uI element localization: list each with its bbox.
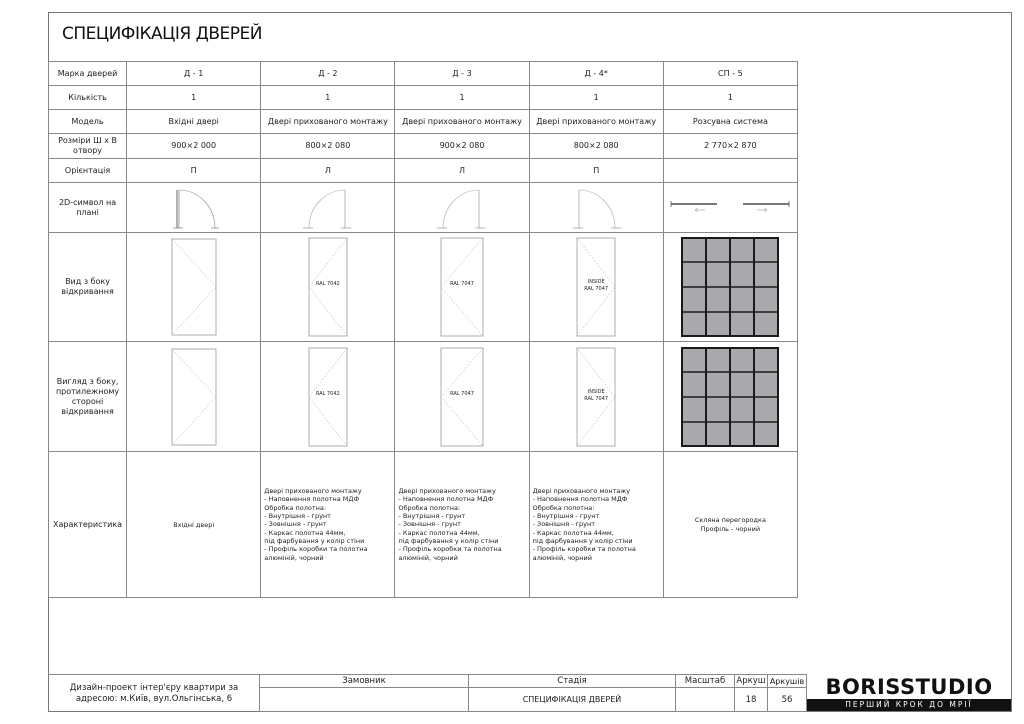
glass-partition-icon [681,237,779,337]
elevation-opposite-d4 [529,342,663,452]
charac-line: - Наповнення полотна МДФ [398,495,494,504]
logo-slogan: ПЕРШИЙ КРОК ДО МРІЇ [807,699,1011,711]
charac-line: Обробка полотна: [532,503,595,512]
plan-symbol-d4 [529,183,663,233]
plan-symbol-d3 [395,183,529,233]
charac-line: Двері прихованого монтажу [532,487,631,496]
studio-logo [807,675,1011,711]
charac-line: - Зовнішня - грунт [264,520,327,529]
charac-line: - Зовнішня - грунт [398,520,461,529]
charac-line: алюміній, чорний [532,553,592,562]
sheet-number: 18 [734,687,768,712]
count-cell: 1 [395,86,529,110]
elevation-open-d2 [261,233,395,342]
plan-symbol-d1 [127,183,261,233]
model-cell: Двері прихованого монтажу [261,110,395,134]
charac-line: під фарбування у колір стіни [398,536,499,545]
charac-line: - Профіль коробки та полотна [532,545,636,554]
sliding-door-icon [667,193,793,223]
door-color-label: RAL 7047 [450,281,474,287]
stage-value: СПЕЦИФІКАЦІЯ ДВЕРЕЙ [468,687,676,712]
charac-line: Двері прихованого монтажу [398,487,496,496]
elevation-opposite-d1 [127,342,261,452]
sheets-total: 56 [767,687,807,712]
orient-cell: П [529,159,663,183]
row-header-view-open: Вид з боку відкривання [49,233,127,342]
charac-cell [127,452,261,598]
charac-cell [261,452,395,598]
plan-symbol-d2 [261,183,395,233]
charac-line: - Профіль коробки та полотна [264,545,368,554]
elevation-opposite-d3 [395,342,529,452]
charac-line: - Внутрішня - грунт [532,512,600,521]
door-elevation-icon [440,347,484,447]
row-header-model: Модель [49,110,127,134]
size-cell: 800×2 080 [261,134,395,159]
door-swing-right-icon [159,186,229,230]
elevation-open-sp5 [663,233,797,342]
charac-line: алюміній, чорний [398,553,458,562]
door-color-label: RAL 7042 [315,390,340,397]
charac-line: під фарбування у колір стіни [532,536,633,545]
row-charac [49,452,798,598]
door-elevation-icon [308,237,348,337]
charac-line: - Внутрішня - грунт [264,512,331,521]
charac-line: - Зовнішня - грунт [532,520,596,529]
charac-line: Обробка полотна: [398,503,461,512]
door-elevation-icon [169,347,219,447]
charac-line: - Наповнення полотна МДФ [264,495,360,504]
door-elevation-icon [308,347,348,447]
row-orient [49,159,798,183]
charac-line: алюміній, чорний [264,553,324,562]
elevation-open-d1 [127,233,261,342]
charac-line: Обробка полотна: [264,503,327,512]
charac-line: Двері прихованого монтажу [264,487,362,496]
charac-line: - Наповнення полотна МДФ [532,495,628,504]
charac-line: - Профіль коробки та полотна [398,545,502,554]
sheets-label: Аркушів [767,674,807,688]
row-count [49,86,798,110]
scale-label: Масштаб [675,674,735,688]
mark-cell: СП - 5 [663,62,797,86]
row-mark [49,62,798,86]
row-view-opposite [49,342,798,452]
mark-cell: Д - 2 [261,62,395,86]
row-header-count: Кількість [49,86,127,110]
door-spec-table [48,61,798,598]
logo-name: BORISSTUDIO [825,675,993,699]
mark-cell: Д - 3 [395,62,529,86]
charac-cell [529,452,663,598]
model-cell: Двері прихованого монтажу [529,110,663,134]
charac-line: під фарбування у колір стіни [264,536,365,545]
row-model [49,110,798,134]
charac-line: - Внутрішня - грунт [398,512,466,521]
charac-line: Профіль - чорний [700,524,761,533]
door-swing-left-icon [427,186,497,230]
charac-line: - Каркас полотна 44мм, [398,528,480,537]
row-size [49,134,798,159]
door-elevation-icon [440,237,484,337]
row-header-symbol: 2D-символ на плані [49,183,127,233]
model-cell: Розсувна система [663,110,797,134]
sheet-label: Аркуш [734,674,768,688]
elevation-open-d4 [529,233,663,342]
door-color-label: INSIDE RAL 7047 [584,279,609,292]
orient-cell: Л [261,159,395,183]
orient-cell: П [127,159,261,183]
row-header-view-opposite: Вигляд з боку, протилежному стороні відкривання [49,342,127,452]
orient-cell [663,159,797,183]
charac-cell [663,452,797,598]
project-address: Дизайн-проект інтер'єру квартири за адресою: м.Київ, вул.Ольгінська, 6 [48,674,260,713]
row-header-orient: Орієнтація [49,159,127,183]
count-cell: 1 [663,86,797,110]
charac-line: - Каркас полотна 44мм, [532,528,614,537]
model-cell: Вхідні двері [127,110,261,134]
plan-symbol-sp5 [663,183,797,233]
mark-cell: Д - 1 [127,62,261,86]
door-elevation-icon [169,237,219,337]
door-swing-left-icon [293,186,363,230]
charac-line: Скляна перегородка [694,515,766,524]
size-cell: 900×2 080 [395,134,529,159]
mark-cell: Д - 4* [529,62,663,86]
row-symbol [49,183,798,233]
count-cell: 1 [529,86,663,110]
charac-line: - Каркас полотна 44мм, [264,528,346,537]
door-color-label: RAL 7042 [315,281,340,287]
count-cell: 1 [127,86,261,110]
row-header-size: Розміри Ш х В отвору [49,134,127,159]
row-view-open [49,233,798,342]
count-cell: 1 [261,86,395,110]
door-swing-right-icon [561,186,631,230]
size-cell: 900×2 000 [127,134,261,159]
customer-value [259,687,469,712]
stage-label: Стадія [468,674,676,688]
elevation-opposite-sp5 [663,342,797,452]
door-color-label: INSIDE RAL 7047 [584,388,609,402]
size-cell: 2 770×2 870 [663,134,797,159]
orient-cell: Л [395,159,529,183]
elevation-open-d3 [395,233,529,342]
door-color-label: RAL 7047 [450,390,474,397]
row-header-charac: Характеристика [49,452,127,598]
page-title: СПЕЦИФІКАЦІЯ ДВЕРЕЙ [62,24,262,44]
elevation-opposite-d2 [261,342,395,452]
row-header-mark: Марка дверей [49,62,127,86]
glass-partition-icon [681,347,779,447]
charac-line: Вхідні двері [173,520,215,529]
scale-value [675,687,735,712]
size-cell: 800×2 080 [529,134,663,159]
customer-label: Замовник [259,674,469,688]
model-cell: Двері прихованого монтажу [395,110,529,134]
charac-cell [395,452,529,598]
